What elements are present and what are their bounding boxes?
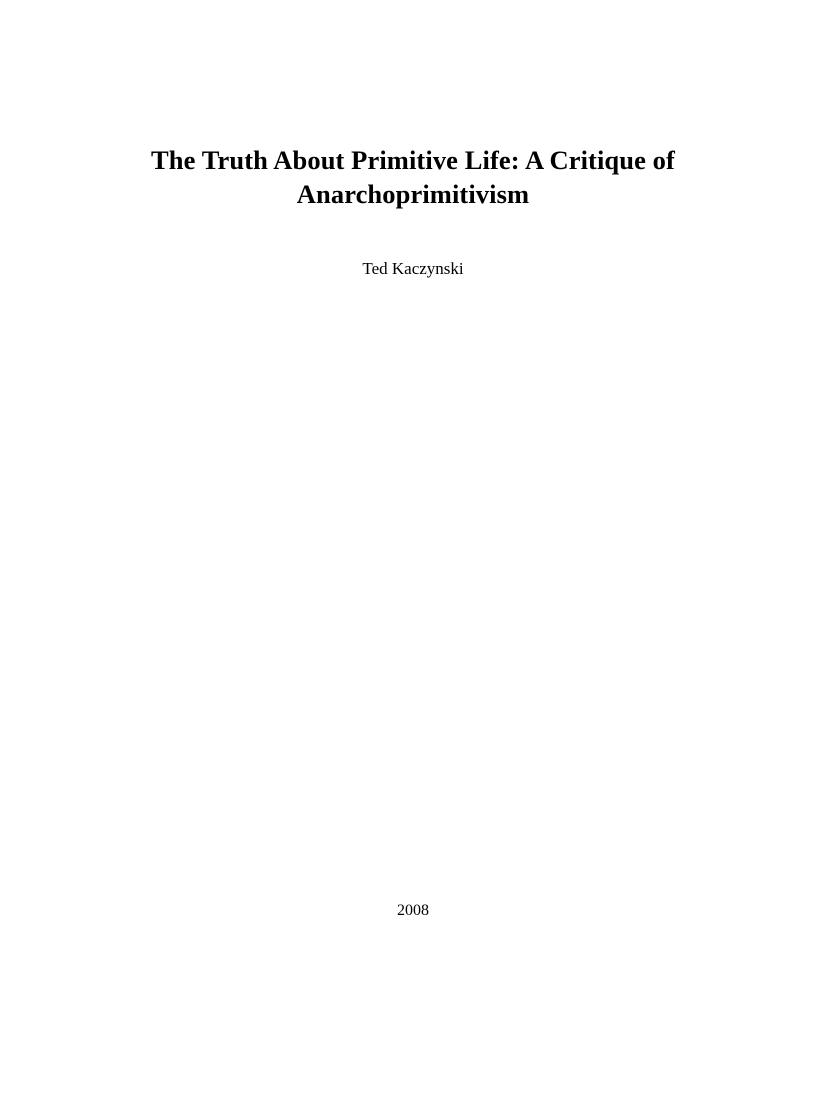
title-block [113, 143, 713, 211]
document-author: Ted Kaczynski [362, 259, 464, 278]
author-block [113, 258, 713, 280]
date-block [113, 901, 713, 921]
document-date: 2008 [397, 902, 429, 919]
page-title: The Truth About Primitive Life: A Critique of Anarchoprimitivism [151, 145, 675, 209]
